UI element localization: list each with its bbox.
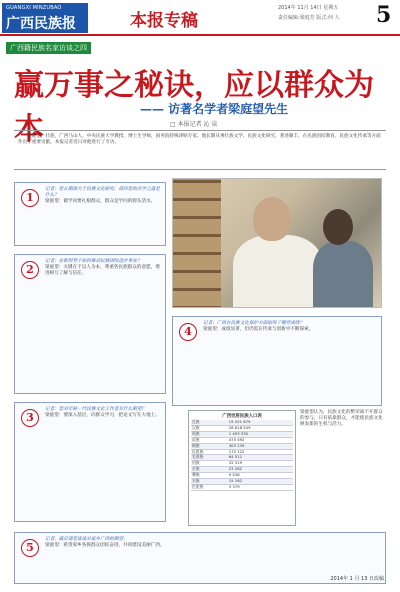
qa-question: 记者：您对年轻一代民族文化工作者有什么期望？ — [45, 407, 147, 412]
logo-pinyin: GUANGXI MINZUBAO — [6, 5, 62, 11]
table-cell-population: 23 262 — [228, 467, 293, 473]
table-cell-population: 303 139 — [228, 443, 293, 449]
lead-paragraph — [14, 130, 386, 170]
table-cell-population: 3 379 — [228, 484, 293, 490]
qa-block-3 — [14, 402, 166, 522]
qa-block-1 — [14, 182, 166, 246]
reporter-body-graphic — [313, 241, 373, 308]
newspaper-logo — [2, 3, 88, 33]
qa-question: 记者：您长期致力于民族文化研究，请问您的治学之道是什么？ — [45, 187, 160, 199]
table-cell-population: 64 512 — [228, 455, 293, 461]
table-cell-ethnicity: 壮族 — [191, 420, 228, 425]
qa-number-badge: 3 — [21, 409, 39, 427]
table-cell-ethnicity: 彝族 — [191, 473, 228, 479]
qa-answer: 梁庭望：要深入基层，向群众学习，把论文写在大地上。 — [45, 413, 160, 419]
section-title: 本报专稿 — [130, 11, 198, 31]
interview-photo — [172, 178, 382, 308]
qa-answer: 梁庭望：成绩显著，但仍需在传承与创新中不断探索。 — [203, 327, 314, 333]
qa-number-badge: 1 — [21, 189, 39, 207]
person-head-graphic — [253, 197, 291, 241]
table-cell-ethnicity: 侗族 — [191, 443, 228, 449]
table-cell-population: 15 162 — [228, 479, 293, 485]
logo-name: 广西民族报 — [6, 16, 76, 32]
person-body-graphic — [233, 235, 323, 308]
table-cell-ethnicity: 京族 — [191, 467, 228, 473]
table-cell-ethnicity: 水族 — [191, 479, 228, 485]
qa-answer: 梁庭望：关键在于以人为本，尊重各民族群众的意愿，增进相互了解与信任。 — [45, 265, 160, 277]
table-cell-population: 475 492 — [228, 437, 293, 443]
editors-line: 责任编辑:梁庭芳 版式:何 人 — [278, 15, 340, 21]
masthead — [0, 0, 400, 40]
qa-block-2 — [14, 254, 166, 394]
table-title: 广西世居民族人口表 — [222, 414, 262, 419]
reporter-head-graphic — [323, 209, 353, 245]
table-cell-ethnicity: 回族 — [191, 461, 228, 467]
qa-block-4 — [172, 316, 382, 406]
qa-question: 记者：广西在民族文化保护方面取得了哪些成绩？ — [203, 321, 305, 326]
qa-answer: 梁庭望：做学问要扎根群众，群众是学问的源头活水。 — [45, 199, 156, 205]
table-cell-ethnicity: 仫佬族 — [191, 449, 228, 455]
table-cell-ethnicity: 毛南族 — [191, 455, 228, 461]
date-line: 2014年 11月 14日 星期五 — [278, 5, 339, 11]
byline: □ 本报记者 沁 泉 — [170, 121, 218, 128]
table-cell-population: 32 319 — [228, 461, 293, 467]
bookshelf-graphic — [173, 179, 221, 308]
series-kicker: 广西籍民族名家访谈之四 — [6, 42, 91, 54]
lead-text: 梁庭望，壮族，广西马山人，中央民族大学教授、博士生导师，国务院特殊津贴专家。他长期从事壮族文学、民族文化研究，著述颇丰，在民族团结教育、民族文化传承等方面作出了重要贡献。本报记者近日对他进行了专访。 — [18, 134, 381, 146]
table-cell-ethnicity: 苗族 — [191, 437, 228, 443]
masthead-rule — [0, 34, 400, 36]
qa-number-badge: 2 — [21, 261, 39, 279]
subheadline: —— 访著名学者梁庭望先生 — [140, 102, 289, 116]
table-cell-population: 9 538 — [228, 473, 293, 479]
table-cell-population: 15 521 879 — [228, 420, 293, 425]
qa-question: 记者：最后请您谈谈对家乡广西的期望。 — [45, 537, 128, 542]
table-cell-ethnicity: 仡佬族 — [191, 484, 228, 490]
table-grid — [191, 420, 293, 491]
population-table — [188, 410, 296, 526]
table-cell-ethnicity: 汉族 — [191, 425, 228, 431]
qa-number-badge: 5 — [21, 539, 39, 557]
table-cell-ethnicity: 瑶族 — [191, 431, 228, 437]
table-cell-population: 28 618 549 — [228, 425, 293, 431]
qa-answer: 梁庭望：希望家乡各族群众团结奋进，共同建设美丽广西。 — [45, 543, 165, 549]
headline: 赢万事之秘诀，应以群众为本 — [14, 68, 374, 147]
table-row — [191, 484, 293, 490]
side-column-text — [300, 410, 386, 526]
table-cell-population: 1 493 530 — [228, 431, 293, 437]
page-number: 5 — [376, 2, 392, 28]
qa-question: 记者：在新形势下如何推动民族团结进步事业？ — [45, 259, 142, 264]
revision-note: 2014年 1 月 13 日改稿 — [330, 576, 384, 582]
qa-number-badge: 4 — [179, 323, 197, 341]
table-cell-population: 172 122 — [228, 449, 293, 455]
side-column-paragraph: 梁庭望认为，民族文化的繁荣离不开群众的参与，只有依靠群众，才能使民族文化焕发新的生机与活力。 — [300, 410, 383, 428]
